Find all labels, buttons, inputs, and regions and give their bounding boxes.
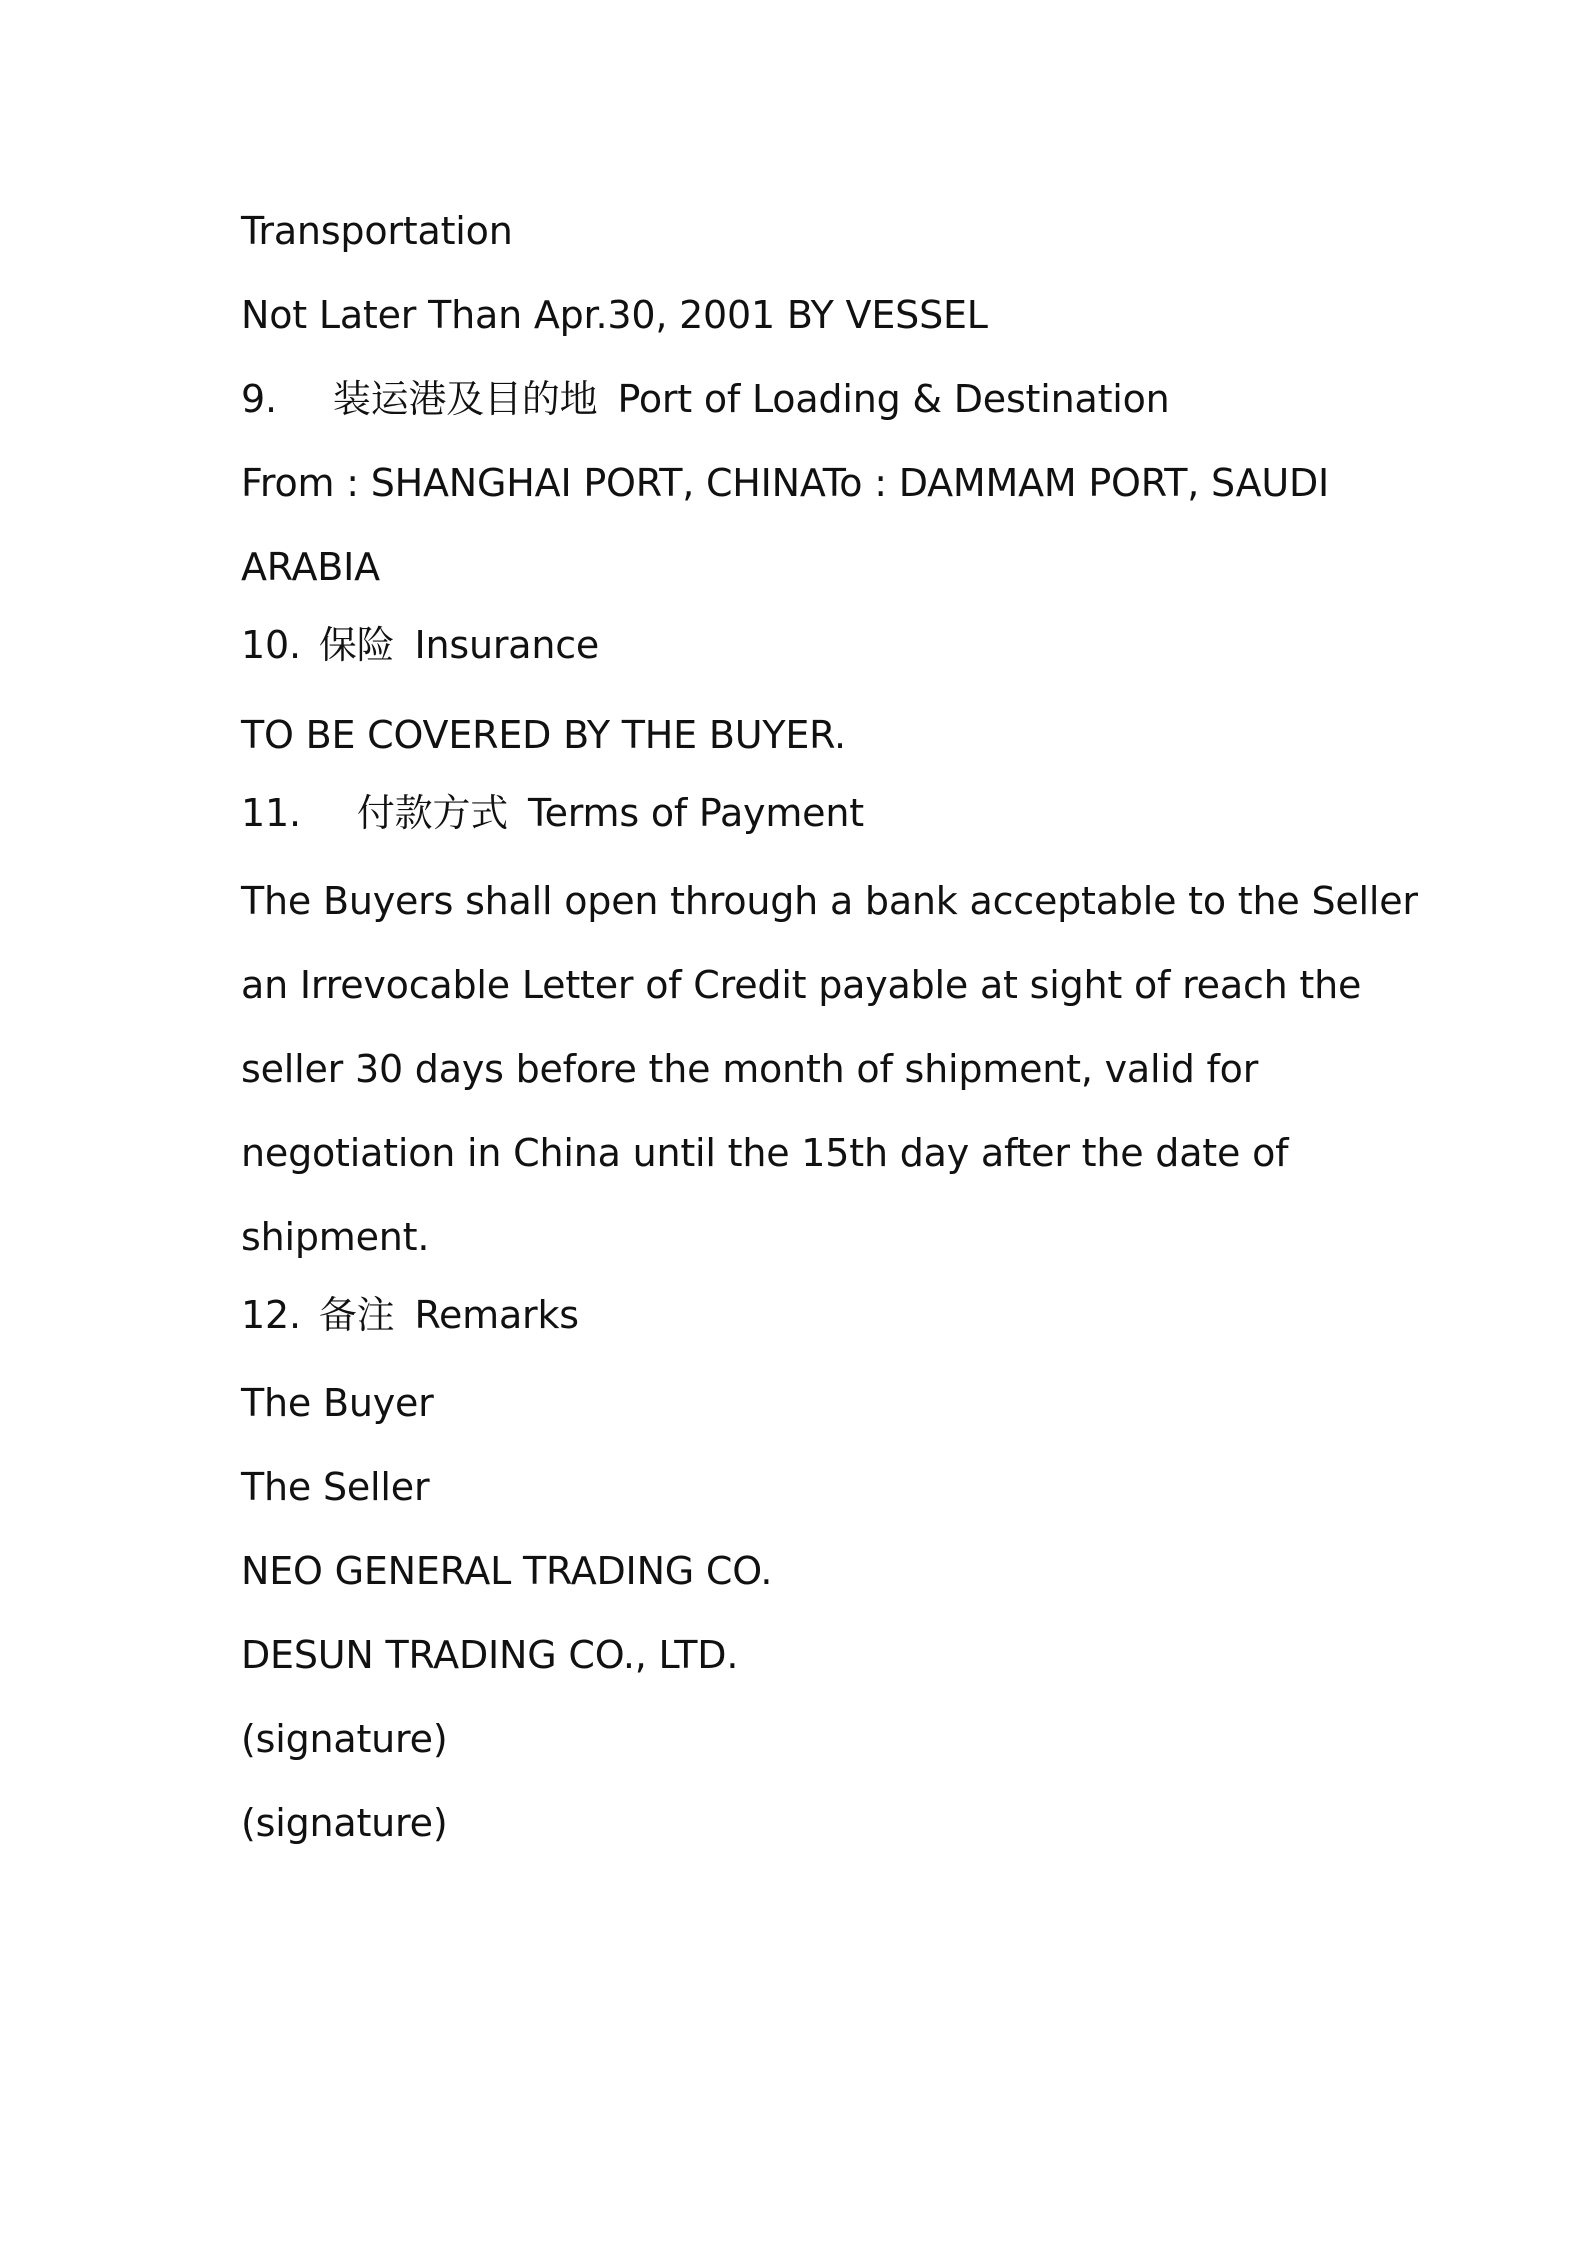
payment-text-4: negotiation in China until the 15th day after the date of <box>241 1131 1289 1175</box>
buyer-label-line <box>241 1380 434 1426</box>
route-text-1: From : SHANGHAI PORT, CHINATo : DAMMAM PORT, SAUDI <box>241 461 1330 505</box>
buyer-label: The Buyer <box>241 1381 434 1425</box>
payment-line-4 <box>241 1130 1288 1176</box>
signature-line-1 <box>241 1716 447 1762</box>
route-text-2: ARABIA <box>241 545 380 589</box>
seller-label-line <box>241 1464 429 1510</box>
payment-text-1: The Buyers shall open through a bank acceptable to the Seller <box>241 879 1418 923</box>
section-10-number: 10. <box>241 623 301 667</box>
section-12-chinese-title: 备注 <box>318 1293 395 1337</box>
section-12-english-title: Remarks <box>414 1293 579 1337</box>
transportation-text: Transportation <box>241 209 513 253</box>
payment-text-2: an Irrevocable Letter of Credit payable at sight of reach the <box>241 963 1362 1007</box>
section-10-english-title: Insurance <box>414 623 600 667</box>
section-9-heading <box>241 376 1170 422</box>
seller-name: DESUN TRADING CO., LTD. <box>241 1633 739 1677</box>
signature-line-2 <box>241 1800 447 1846</box>
seller-name-line <box>241 1632 738 1678</box>
route-line-2 <box>241 544 380 590</box>
section-11-english-title: Terms of Payment <box>528 791 864 835</box>
section-11-number: 11. <box>241 791 301 835</box>
insurance-text: TO BE COVERED BY THE BUYER. <box>241 713 846 757</box>
payment-line-2 <box>241 962 1361 1008</box>
payment-text-5: shipment. <box>241 1215 430 1259</box>
section-9-chinese-title: 装运港及目的地 <box>332 377 598 421</box>
buyer-name: NEO GENERAL TRADING CO. <box>241 1549 773 1593</box>
payment-line-5 <box>241 1214 429 1260</box>
shipment-time-text: Not Later Than Apr.30, 2001 BY VESSEL <box>241 293 988 337</box>
shipment-time-line <box>241 292 988 338</box>
section-9-english-title: Port of Loading & Destination <box>617 377 1170 421</box>
route-line-1 <box>241 460 1329 506</box>
payment-line-1 <box>241 878 1418 924</box>
seller-label: The Seller <box>241 1465 430 1509</box>
section-11-chinese-title: 付款方式 <box>356 791 509 835</box>
signature-placeholder-1: (signature) <box>241 1717 448 1761</box>
buyer-name-line <box>241 1548 772 1594</box>
section-11-heading <box>241 790 864 836</box>
payment-text-3: seller 30 days before the month of shipment, valid for <box>241 1047 1259 1091</box>
payment-line-3 <box>241 1046 1258 1092</box>
signature-placeholder-2: (signature) <box>241 1801 448 1845</box>
section-12-number: 12. <box>241 1293 301 1337</box>
section-10-chinese-title: 保险 <box>318 623 395 667</box>
section-10-heading <box>241 622 599 668</box>
section-9-number: 9. <box>241 377 277 421</box>
transportation-heading <box>241 208 513 254</box>
insurance-line <box>241 712 846 758</box>
section-12-heading <box>241 1292 579 1338</box>
